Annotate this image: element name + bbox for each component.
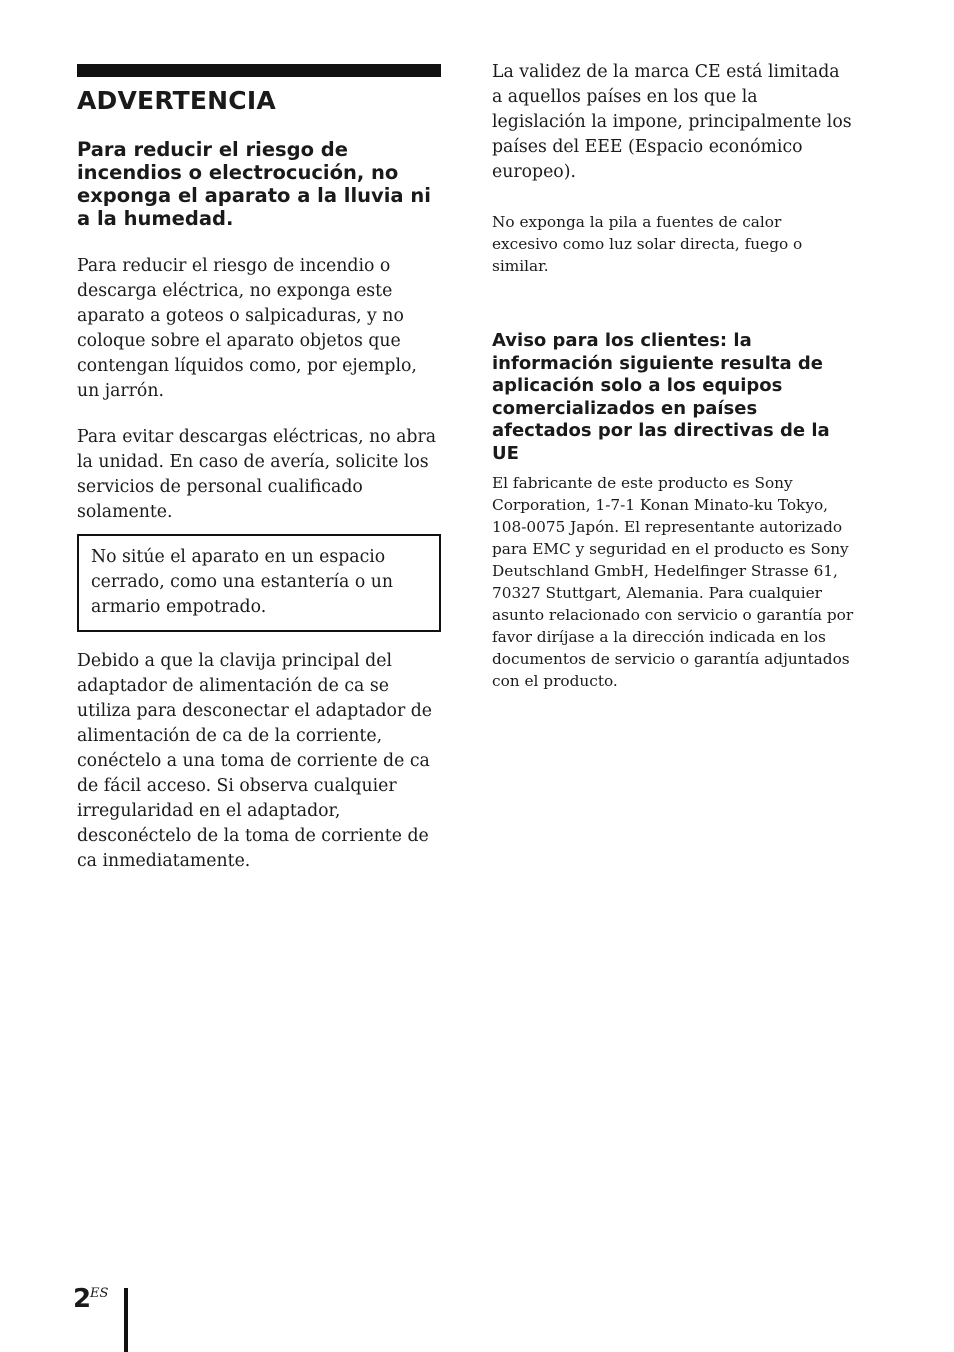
ventilation-note: No sitúe el aparato en un espacio cerrado, como una estantería o un armario empotrado.	[91, 547, 393, 617]
ventilation-note-box	[77, 534, 441, 632]
safety-paragraph-moisture: Para reducir el riesgo de incendio o descarga eléctrica, no exponga este aparato a goteos o salpicaduras, y no coloque sobre el aparato objetos que contengan líquidos como, por ejemplo, un jarrón.	[77, 256, 417, 401]
eu-notice-heading: Aviso para los clientes: la información siguiente resulta de aplicación solo a los equipos comercializados en países afectados por las directivas de la UE	[492, 330, 830, 464]
adapter-paragraph: Debido a que la clavija principal del adaptador de alimentación de ca se utiliza para desconectar el adaptador de alimentación de ca de la corriente, conéctelo a una toma de corriente de ca de fácil acceso. Si observa cualquier irregularidad en el adaptador, desconéctelo de la toma de corriente de ca inmediatamente.	[77, 651, 432, 871]
ce-mark-paragraph: La validez de la marca CE está limitada a aquellos países en los que la legislación la impone, principalmente los países del EEE (Espacio económico europeo).	[492, 62, 852, 182]
eu-notice-text: El fabricante de este producto es Sony Corporation, 1-7-1 Konan Minato-ku Tokyo, 108-0075 Japón. El representante autorizado para EMC y seguridad en el producto es Sony Deutschland GmbH, Hedelfinger Strasse 61, 70327 Stuttgart, Alemania. Para cualquier asunto relacionado con servicio o garantía por favor diríjase a la dirección indicada en los documentos de servicio o garantía adjuntados con el producto.	[492, 474, 854, 690]
language-suffix: ES	[90, 1286, 109, 1301]
footer-rule	[124, 1288, 128, 1352]
page-number: 2	[73, 1284, 92, 1314]
battery-note: No exponga la pila a fuentes de calor excesivo como luz solar directa, fuego o similar.	[492, 213, 803, 275]
warning-heading: Para reducir el riesgo de incendios o electrocución, no exponga el aparato a la lluvia ni a la humedad.	[77, 138, 431, 230]
safety-paragraph-shock: Para evitar descargas eléctricas, no abra la unidad. En caso de avería, solicite los servicios de personal cualificado solamente.	[77, 427, 437, 522]
page-title: ADVERTENCIA	[77, 86, 276, 115]
header-rule	[77, 64, 441, 77]
